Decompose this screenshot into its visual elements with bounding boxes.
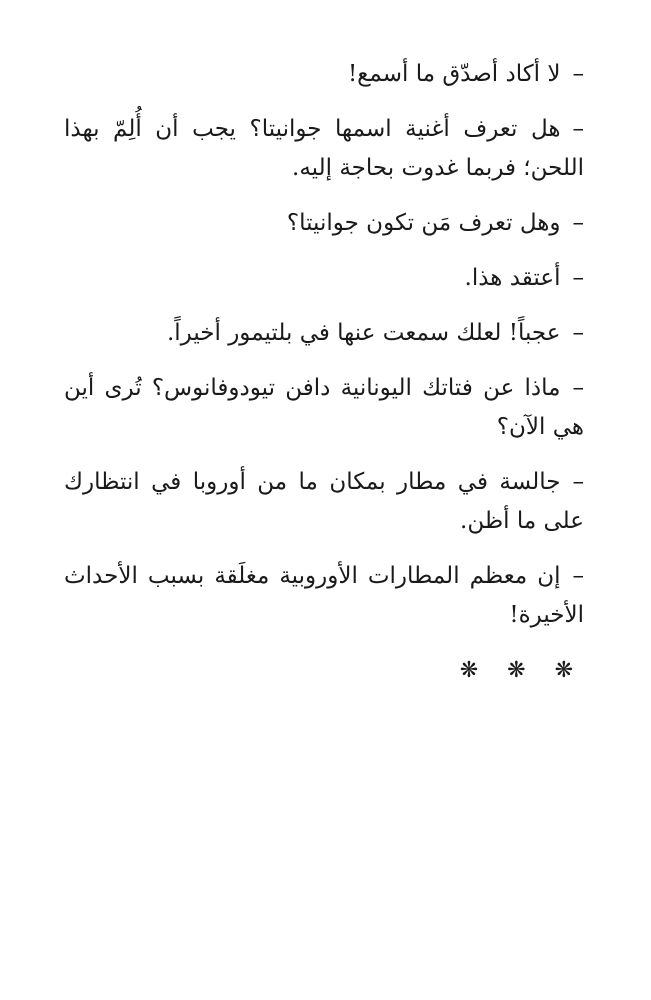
asterism-icon: ❋ <box>507 658 526 683</box>
dialogue-text: لا أكاد أصدّق ما أسمع! <box>347 61 561 87</box>
dialogue-dash: – <box>572 116 584 142</box>
dialogue-text: وهل تعرف مَن تكون جوانيتا؟ <box>286 210 561 236</box>
dialogue-text: عجباً! لعلك سمعت عنها في بلتيمور أخيراً. <box>166 320 561 346</box>
dialogue-line <box>64 55 584 94</box>
asterism-icon: ❋ <box>459 658 479 683</box>
dialogue-text: إن معظم المطارات الأوروبية مغلَقة بسبب الأحداث الأخيرة! <box>64 563 584 628</box>
section-separator <box>64 651 584 690</box>
dialogue-text: ماذا عن فتاتك اليونانية دافن تيودوفانوس؟ تُرى أين هي الآن؟ <box>64 375 584 440</box>
dialogue-line <box>64 314 584 353</box>
dialogue-line <box>64 463 584 541</box>
dialogue-line <box>64 204 584 243</box>
dialogue-dash: – <box>572 265 584 291</box>
dialogue-dash: – <box>572 320 584 346</box>
dialogue-text: جالسة في مطار بمكان ما من أوروبا في انتظارك على ما أظن. <box>64 469 584 534</box>
dialogue-dash: – <box>572 61 584 87</box>
dialogue-dash: – <box>572 563 584 589</box>
dialogue-line <box>64 110 584 188</box>
dialogue-dash: – <box>572 375 584 401</box>
dialogue-dash: – <box>572 469 584 495</box>
dialogue-text: هل تعرف أغنية اسمها جوانيتا؟ يجب أن أُلِمّ بهذا اللحن؛ فربما غدوت بحاجة إليه. <box>64 116 584 181</box>
asterism-icon: ❋ <box>554 658 573 683</box>
dialogue-line <box>64 557 584 635</box>
book-page <box>64 55 584 690</box>
dialogue-dash: – <box>572 210 584 236</box>
dialogue-text: أعتقد هذا. <box>464 265 561 291</box>
dialogue-line <box>64 259 584 298</box>
dialogue-line <box>64 369 584 447</box>
